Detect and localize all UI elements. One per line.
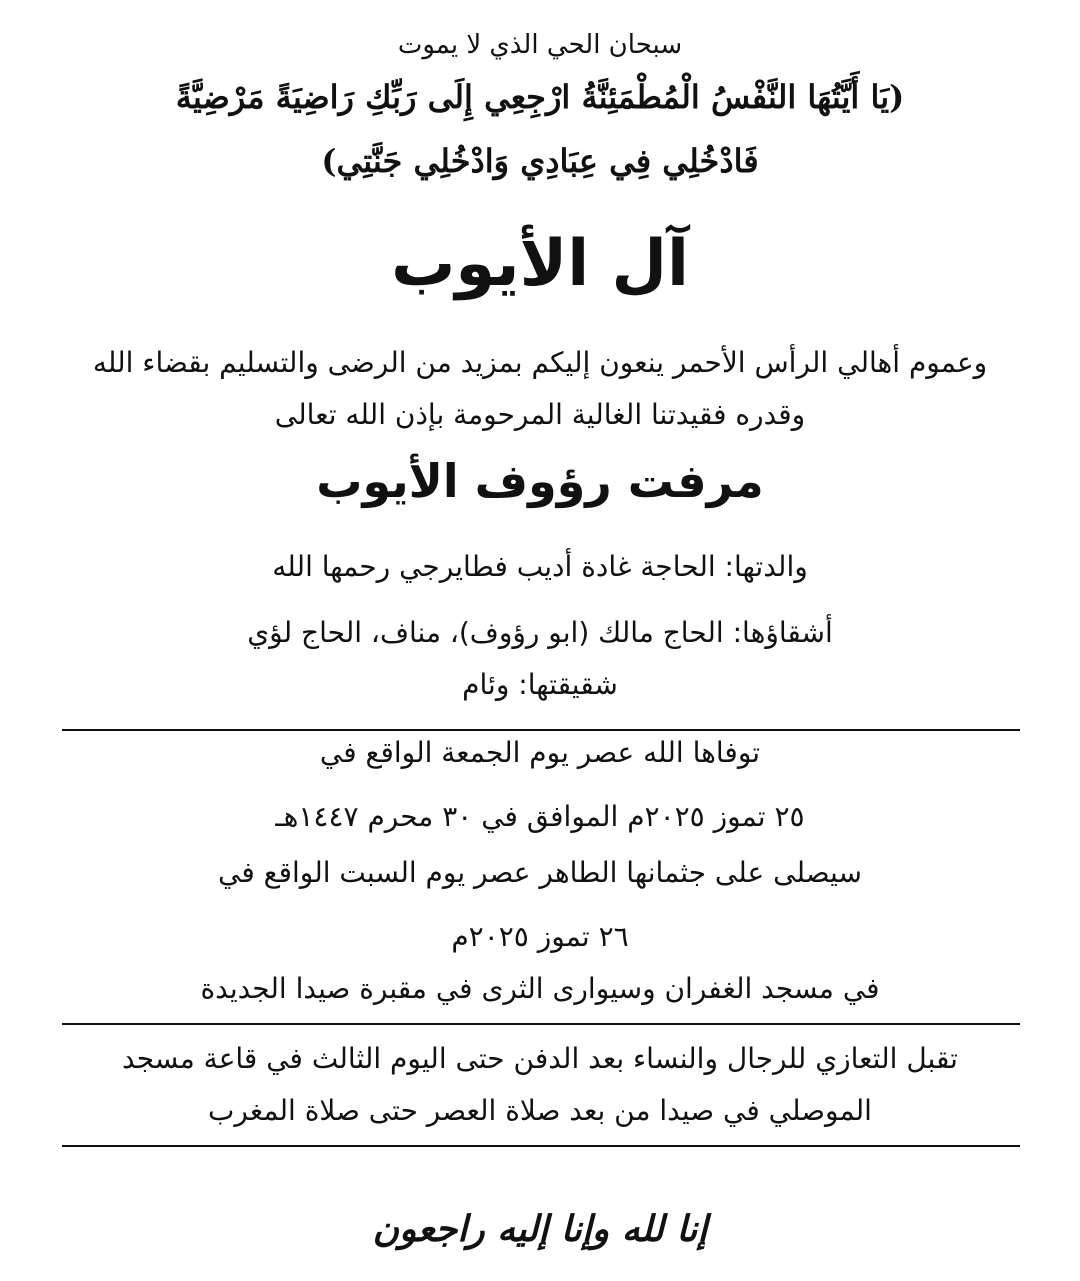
quran-verse-line-2: فَادْخُلِي فِي عِبَادِي وَادْخُلِي جَنَّتِي) bbox=[321, 142, 759, 180]
deceased-name: مرفت رؤوف الأيوب bbox=[316, 454, 764, 508]
burial-location-line: في مسجد الغفران وسيوارى الثرى في مقبرة صيدا الجديدة bbox=[200, 972, 880, 1005]
announcement-line-2: وقدره فقيدتنا الغالية المرحومة بإذن الله تعالى bbox=[274, 398, 806, 431]
divider-top bbox=[62, 729, 1020, 731]
death-date-line-2: ٢٥ تموز ٢٠٢٥م الموافق في ٣٠ محرم ١٤٤٧هـ bbox=[275, 800, 805, 833]
opening-phrase: سبحان الحي الذي لا يموت bbox=[397, 30, 683, 60]
death-date-line-1: توفاها الله عصر يوم الجمعة الواقع في bbox=[319, 736, 761, 769]
divider-middle bbox=[62, 1023, 1020, 1025]
family-name: آل الأيوب bbox=[391, 227, 689, 301]
divider-bottom bbox=[62, 1145, 1020, 1147]
mother-line: والدتها: الحاجة غادة أديب فطايرجي رحمها الله bbox=[272, 550, 808, 583]
closing-phrase: إنا لله وإنا إليه راجعون bbox=[372, 1208, 708, 1250]
funeral-date-line: ٢٦ تموز ٢٠٢٥م bbox=[451, 920, 629, 953]
brothers-line: أشقاؤها: الحاج مالك (ابو رؤوف)، مناف، الحاج لؤي bbox=[247, 616, 833, 649]
announcement-line-1: وعموم أهالي الرأس الأحمر ينعون إليكم بمزيد من الرضى والتسليم بقضاء الله bbox=[92, 346, 988, 379]
funeral-prayer-line: سيصلى على جثمانها الطاهر عصر يوم السبت الواقع في bbox=[218, 856, 862, 889]
sister-line: شقيقتها: وئام bbox=[462, 668, 618, 701]
condolences-line-2: الموصلي في صيدا من بعد صلاة العصر حتى صلاة المغرب bbox=[208, 1094, 872, 1127]
condolences-line-1: تقبل التعازي للرجال والنساء بعد الدفن حتى اليوم الثالث في قاعة مسجد bbox=[122, 1042, 958, 1075]
quran-verse-line-1: (يَا أَيَّتُهَا النَّفْسُ الْمُطْمَئِنَّةُ ارْجِعِي إِلَى رَبِّكِ رَاضِيَةً مَرْضِيَّةً bbox=[175, 78, 905, 116]
